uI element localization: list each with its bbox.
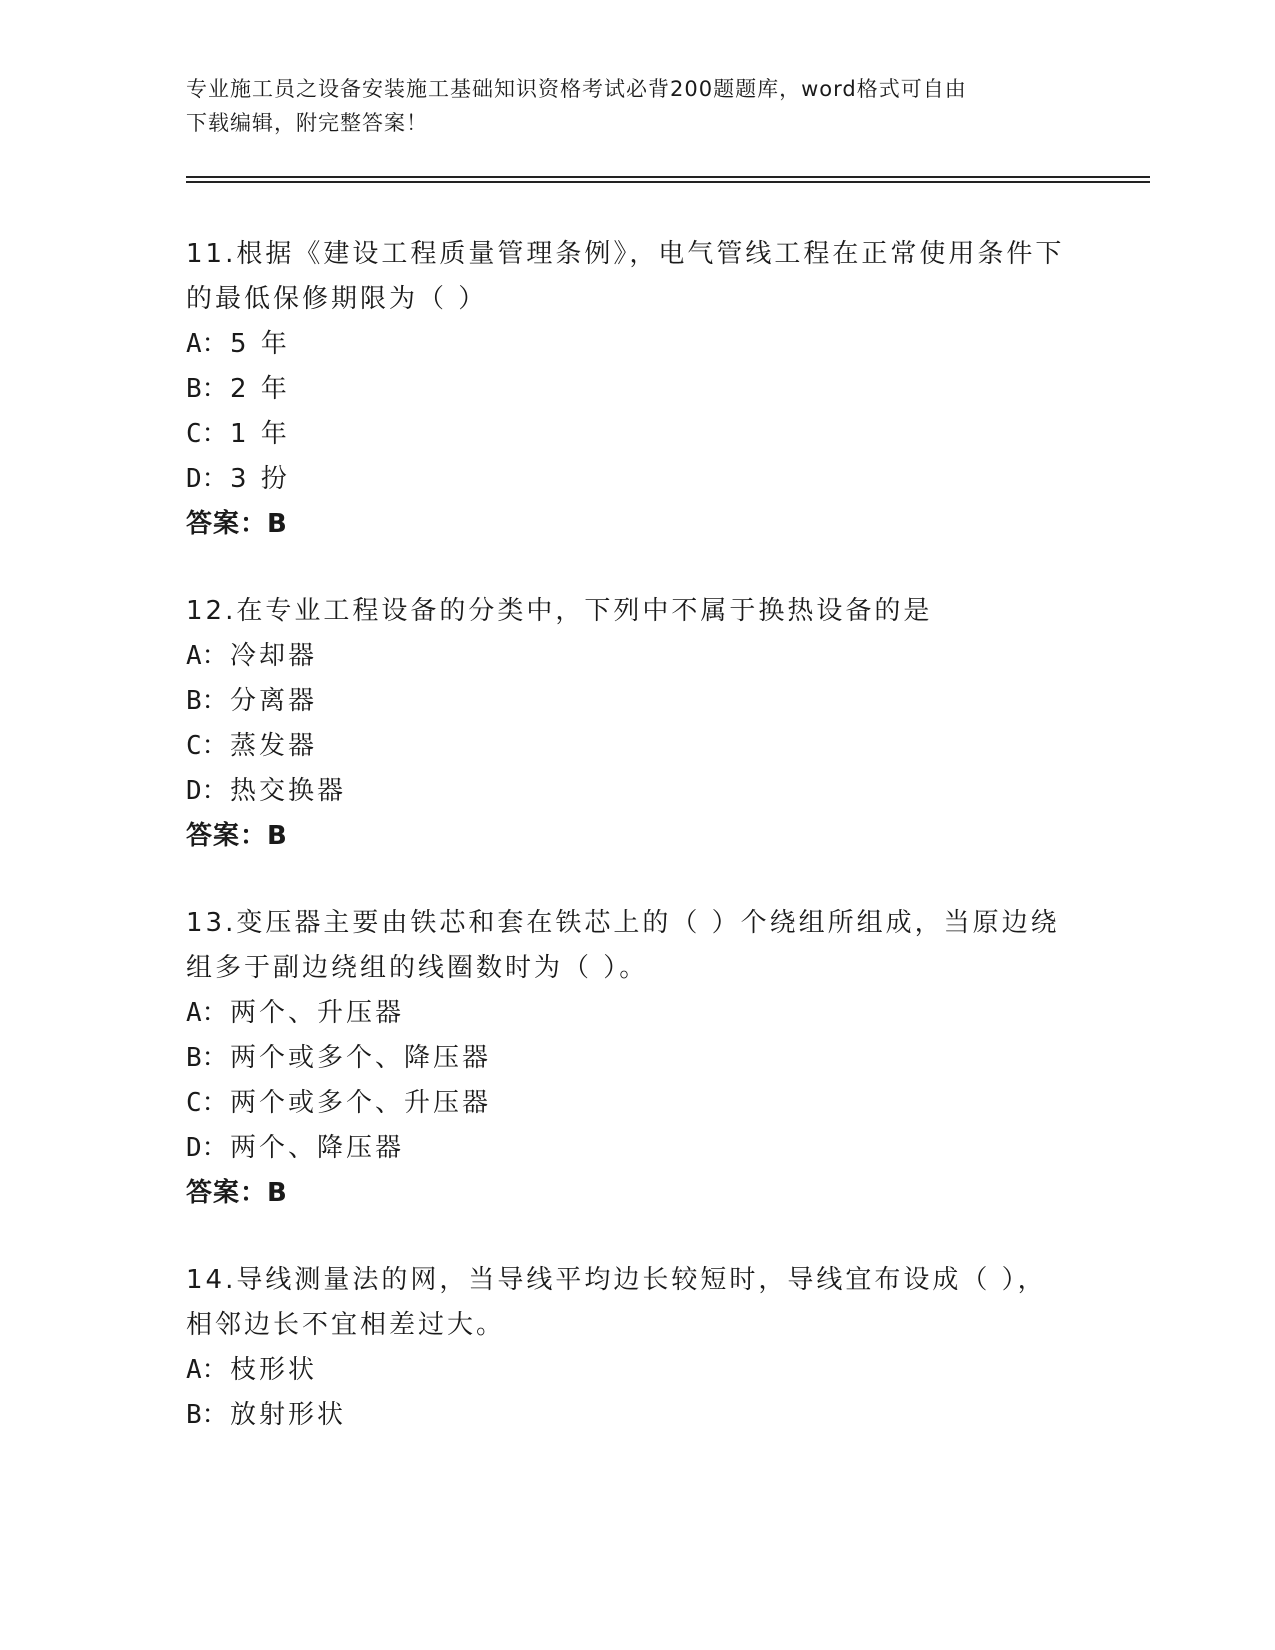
- option-d: [186, 457, 1086, 502]
- option-c: [186, 1081, 1086, 1126]
- option-text: 1 年: [230, 419, 290, 449]
- option-letter: A：: [186, 998, 228, 1028]
- question-stem-line: 11.根据《建设工程质量管理条例》，电气管线工程在正常使用条件下: [186, 239, 1065, 269]
- option-text: 两个、升压器: [230, 998, 405, 1028]
- option-c: [186, 724, 1086, 769]
- answer-line: 答案：B: [186, 509, 288, 539]
- option-b: [186, 1393, 1086, 1438]
- option-text: 两个或多个、降压器: [230, 1043, 492, 1073]
- header-line-2: 下载编辑，附完整答案！: [186, 111, 428, 135]
- document-header: [186, 72, 1066, 140]
- header-rule-top: [186, 176, 1150, 178]
- option-letter: B：: [186, 374, 228, 404]
- option-d: [186, 1126, 1086, 1171]
- option-d: [186, 769, 1086, 814]
- header-line-1: 专业施工员之设备安装施工基础知识资格考试必背200题题库，word格式可自由: [186, 77, 967, 101]
- option-letter: B：: [186, 1400, 228, 1430]
- question-list: [186, 232, 1086, 1480]
- option-a: [186, 322, 1086, 367]
- option-letter: A：: [186, 329, 228, 359]
- option-text: 分离器: [230, 686, 318, 716]
- option-text: 枝形状: [230, 1355, 318, 1385]
- option-letter: D：: [186, 1133, 228, 1163]
- answer-line: 答案：B: [186, 821, 288, 851]
- question-stem-line: 组多于副边绕组的线圈数时为（ ）。: [186, 953, 649, 983]
- option-text: 3 扮: [230, 464, 290, 494]
- option-text: 两个、降压器: [230, 1133, 405, 1163]
- option-b: [186, 367, 1086, 412]
- question-stem-line: 13.变压器主要由铁芯和套在铁芯上的（ ）个绕组所组成，当原边绕: [186, 908, 1060, 938]
- option-text: 5 年: [230, 329, 290, 359]
- option-text: 2 年: [230, 374, 290, 404]
- question-stem-line: 相邻边长不宜相差过大。: [186, 1310, 506, 1340]
- option-text: 蒸发器: [230, 731, 318, 761]
- question-stem-line: 的最低保修期限为（ ）: [186, 284, 488, 314]
- question-12: [186, 589, 1086, 859]
- option-a: [186, 1348, 1086, 1393]
- option-letter: B：: [186, 686, 228, 716]
- option-text: 热交换器: [230, 776, 347, 806]
- option-letter: C：: [186, 731, 228, 761]
- option-c: [186, 412, 1086, 457]
- option-b: [186, 1036, 1086, 1081]
- option-text: 两个或多个、升压器: [230, 1088, 492, 1118]
- option-a: [186, 634, 1086, 679]
- option-b: [186, 679, 1086, 724]
- option-letter: D：: [186, 464, 228, 494]
- option-text: 放射形状: [230, 1400, 347, 1430]
- answer-line: 答案：B: [186, 1178, 288, 1208]
- header-rule-bottom: [186, 181, 1150, 183]
- question-14: [186, 1258, 1086, 1438]
- option-letter: D：: [186, 776, 228, 806]
- option-letter: C：: [186, 419, 228, 449]
- question-stem-line: 14.导线测量法的网，当导线平均边长较短时，导线宜布设成（ ），: [186, 1265, 1047, 1295]
- option-text: 冷却器: [230, 641, 318, 671]
- option-letter: C：: [186, 1088, 228, 1118]
- question-11: [186, 232, 1086, 547]
- option-letter: A：: [186, 641, 228, 671]
- option-letter: B：: [186, 1043, 228, 1073]
- question-13: [186, 901, 1086, 1216]
- option-letter: A：: [186, 1355, 228, 1385]
- option-a: [186, 991, 1086, 1036]
- question-stem-line: 12.在专业工程设备的分类中，下列中不属于换热设备的是: [186, 596, 933, 626]
